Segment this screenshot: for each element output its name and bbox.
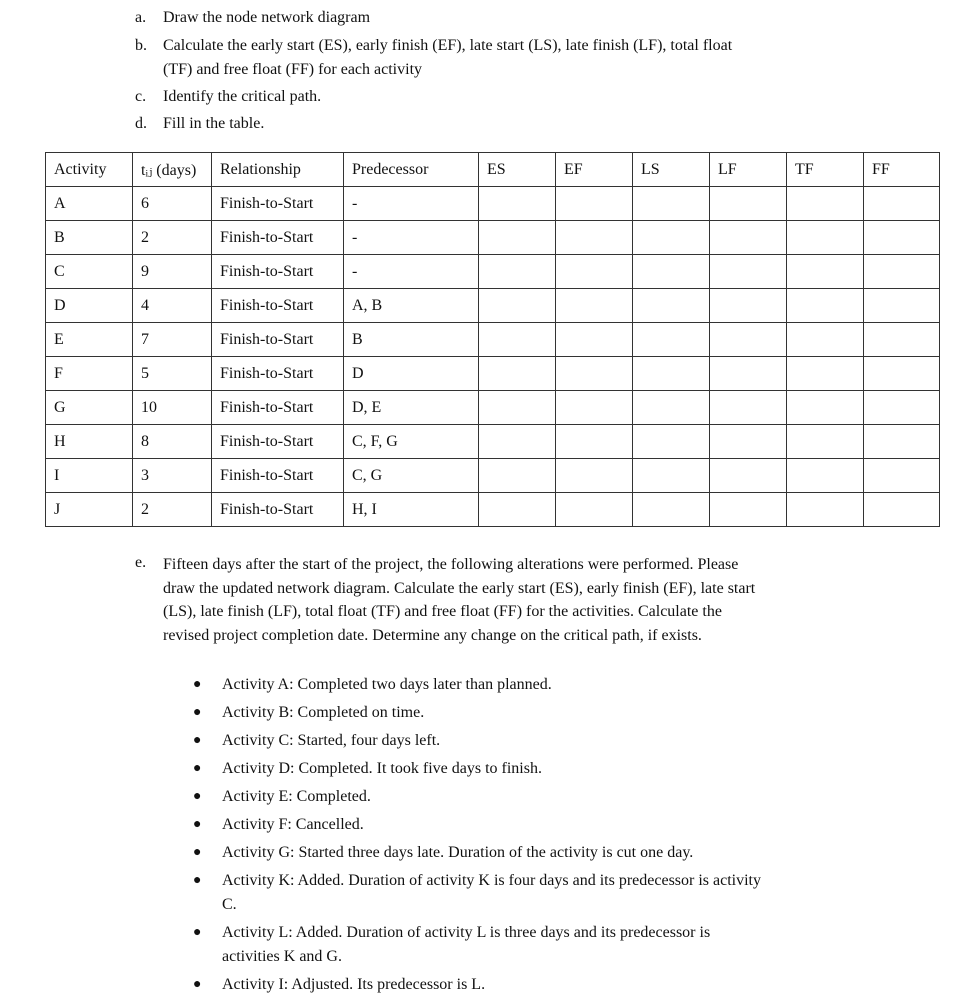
- cell-ef: [556, 357, 633, 391]
- cell-lf: [710, 289, 787, 323]
- cell-tf: [787, 289, 864, 323]
- cell-ef: [556, 493, 633, 527]
- part-e-line: draw the updated network diagram. Calculate the early start (ES), early finish (EF), late start: [163, 580, 756, 597]
- header-ls: LS: [633, 153, 710, 187]
- table-row: [46, 289, 940, 323]
- cell-ef: [556, 289, 633, 323]
- cell-duration: 4: [133, 289, 212, 323]
- cell-ls: [633, 425, 710, 459]
- cell-relationship: Finish-to-Start: [212, 255, 344, 289]
- bullet-icon: ●: [193, 873, 202, 888]
- cell-relationship: Finish-to-Start: [212, 187, 344, 221]
- table-row: [46, 391, 940, 425]
- cell-predecessor: D, E: [344, 391, 479, 425]
- cell-tf: [787, 493, 864, 527]
- cell-duration: 2: [133, 493, 212, 527]
- table-body: [46, 187, 940, 527]
- cell-predecessor: H, I: [344, 493, 479, 527]
- cell-ls: [633, 323, 710, 357]
- instruction-text: Calculate the early start (ES), early finish (EF), late start (LS), late finish (LF), total float: [163, 37, 733, 54]
- header-es: ES: [479, 153, 556, 187]
- list-item-text: Activity F: Cancelled.: [222, 816, 364, 833]
- cell-duration: 5: [133, 357, 212, 391]
- activity-table: [45, 152, 940, 527]
- instruction-text-cont: (TF) and free float (FF) for each activity: [163, 61, 423, 78]
- table-row: [46, 187, 940, 221]
- list-item-text-cont: C.: [222, 896, 237, 913]
- cell-predecessor: D: [344, 357, 479, 391]
- cell-duration: 2: [133, 221, 212, 255]
- header-ef: EF: [556, 153, 633, 187]
- header-duration: tᵢⱼ (days): [133, 153, 212, 187]
- cell-lf: [710, 187, 787, 221]
- cell-ff: [864, 221, 940, 255]
- cell-tf: [787, 221, 864, 255]
- cell-ef: [556, 459, 633, 493]
- header-relationship: Relationship: [212, 153, 344, 187]
- cell-es: [479, 289, 556, 323]
- table-row: [46, 357, 940, 391]
- cell-ff: [864, 357, 940, 391]
- header-activity: Activity: [46, 153, 133, 187]
- list-item-text: Activity D: Completed. It took five days to finish.: [222, 760, 542, 777]
- cell-ff: [864, 289, 940, 323]
- list-item-text: Activity C: Started, four days left.: [222, 732, 441, 749]
- table-header-row: [46, 153, 940, 187]
- bullet-icon: ●: [193, 977, 202, 992]
- instruction-text: Fill in the table.: [163, 115, 265, 132]
- cell-tf: [787, 187, 864, 221]
- cell-ls: [633, 187, 710, 221]
- cell-es: [479, 323, 556, 357]
- list-item-text: Activity I: Adjusted. Its predecessor is L.: [222, 976, 486, 993]
- cell-es: [479, 221, 556, 255]
- cell-ls: [633, 255, 710, 289]
- instruction-letter: a.: [135, 9, 147, 26]
- header-lf: LF: [710, 153, 787, 187]
- cell-ls: [633, 391, 710, 425]
- instruction-letter: d.: [135, 115, 147, 132]
- cell-ef: [556, 391, 633, 425]
- cell-relationship: Finish-to-Start: [212, 493, 344, 527]
- cell-ef: [556, 187, 633, 221]
- cell-es: [479, 255, 556, 289]
- table-row: [46, 323, 940, 357]
- part-e-letter: e.: [135, 554, 147, 571]
- cell-ef: [556, 323, 633, 357]
- bullet-icon: ●: [193, 845, 202, 860]
- cell-relationship: Finish-to-Start: [212, 425, 344, 459]
- list-item-text: Activity L: Added. Duration of activity L is three days and its predecessor is: [222, 924, 711, 941]
- cell-activity: D: [46, 289, 133, 323]
- cell-ls: [633, 493, 710, 527]
- list-item-text: Activity B: Completed on time.: [222, 704, 425, 721]
- cell-es: [479, 459, 556, 493]
- table-row: [46, 493, 940, 527]
- cell-relationship: Finish-to-Start: [212, 357, 344, 391]
- cell-ff: [864, 255, 940, 289]
- cell-predecessor: C, G: [344, 459, 479, 493]
- cell-tf: [787, 255, 864, 289]
- cell-activity: J: [46, 493, 133, 527]
- cell-lf: [710, 459, 787, 493]
- cell-duration: 10: [133, 391, 212, 425]
- cell-lf: [710, 221, 787, 255]
- bullet-icon: ●: [193, 925, 202, 940]
- cell-ef: [556, 255, 633, 289]
- cell-relationship: Finish-to-Start: [212, 323, 344, 357]
- part-e-line: (LS), late finish (LF), total float (TF) and free float (FF) for the activities. Calculate the: [163, 603, 722, 620]
- part-e-line: revised project completion date. Determine any change on the critical path, if exists.: [163, 627, 702, 644]
- list-item-text: Activity K: Added. Duration of activity K is four days and its predecessor is activity: [222, 872, 761, 889]
- cell-tf: [787, 323, 864, 357]
- cell-tf: [787, 391, 864, 425]
- cell-ef: [556, 425, 633, 459]
- cell-activity: F: [46, 357, 133, 391]
- cell-relationship: Finish-to-Start: [212, 459, 344, 493]
- cell-predecessor: A, B: [344, 289, 479, 323]
- cell-lf: [710, 391, 787, 425]
- cell-activity: I: [46, 459, 133, 493]
- cell-predecessor: -: [344, 221, 479, 255]
- cell-ef: [556, 221, 633, 255]
- cell-es: [479, 357, 556, 391]
- cell-ff: [864, 187, 940, 221]
- list-item-text: Activity A: Completed two days later than planned.: [222, 676, 552, 693]
- cell-duration: 8: [133, 425, 212, 459]
- cell-lf: [710, 323, 787, 357]
- cell-relationship: Finish-to-Start: [212, 289, 344, 323]
- cell-activity: C: [46, 255, 133, 289]
- cell-lf: [710, 493, 787, 527]
- list-item-text-cont: activities K and G.: [222, 948, 342, 965]
- cell-tf: [787, 425, 864, 459]
- cell-duration: 6: [133, 187, 212, 221]
- bullet-icon: ●: [193, 677, 202, 692]
- cell-activity: H: [46, 425, 133, 459]
- cell-predecessor: B: [344, 323, 479, 357]
- table-row: [46, 459, 940, 493]
- header-tf: TF: [787, 153, 864, 187]
- list-item-text: Activity G: Started three days late. Duration of the activity is cut one day.: [222, 844, 694, 861]
- cell-duration: 3: [133, 459, 212, 493]
- cell-relationship: Finish-to-Start: [212, 391, 344, 425]
- cell-ls: [633, 221, 710, 255]
- instruction-letter: c.: [135, 88, 147, 105]
- cell-ff: [864, 459, 940, 493]
- table-row: [46, 221, 940, 255]
- part-e-line: Fifteen days after the start of the project, the following alterations were performed. Please: [163, 556, 739, 573]
- header-ff: FF: [864, 153, 940, 187]
- bullet-icon: ●: [193, 733, 202, 748]
- cell-ff: [864, 323, 940, 357]
- cell-es: [479, 391, 556, 425]
- cell-lf: [710, 425, 787, 459]
- cell-es: [479, 187, 556, 221]
- cell-es: [479, 425, 556, 459]
- cell-activity: G: [46, 391, 133, 425]
- bullet-icon: ●: [193, 705, 202, 720]
- cell-duration: 9: [133, 255, 212, 289]
- bullet-icon: ●: [193, 761, 202, 776]
- instruction-text: Draw the node network diagram: [163, 9, 371, 26]
- cell-es: [479, 493, 556, 527]
- cell-tf: [787, 357, 864, 391]
- bullet-icon: ●: [193, 817, 202, 832]
- cell-ls: [633, 459, 710, 493]
- cell-duration: 7: [133, 323, 212, 357]
- cell-tf: [787, 459, 864, 493]
- cell-relationship: Finish-to-Start: [212, 221, 344, 255]
- list-item-text: Activity E: Completed.: [222, 788, 371, 805]
- cell-predecessor: -: [344, 255, 479, 289]
- cell-activity: A: [46, 187, 133, 221]
- instruction-text: Identify the critical path.: [163, 88, 322, 105]
- cell-ff: [864, 425, 940, 459]
- cell-ff: [864, 391, 940, 425]
- header-predecessor: Predecessor: [344, 153, 479, 187]
- bullet-icon: ●: [193, 789, 202, 804]
- cell-ff: [864, 493, 940, 527]
- cell-predecessor: -: [344, 187, 479, 221]
- cell-ls: [633, 357, 710, 391]
- table-row: [46, 255, 940, 289]
- cell-activity: B: [46, 221, 133, 255]
- cell-predecessor: C, F, G: [344, 425, 479, 459]
- instruction-letter: b.: [135, 37, 147, 54]
- cell-lf: [710, 255, 787, 289]
- cell-activity: E: [46, 323, 133, 357]
- table-row: [46, 425, 940, 459]
- cell-ls: [633, 289, 710, 323]
- cell-lf: [710, 357, 787, 391]
